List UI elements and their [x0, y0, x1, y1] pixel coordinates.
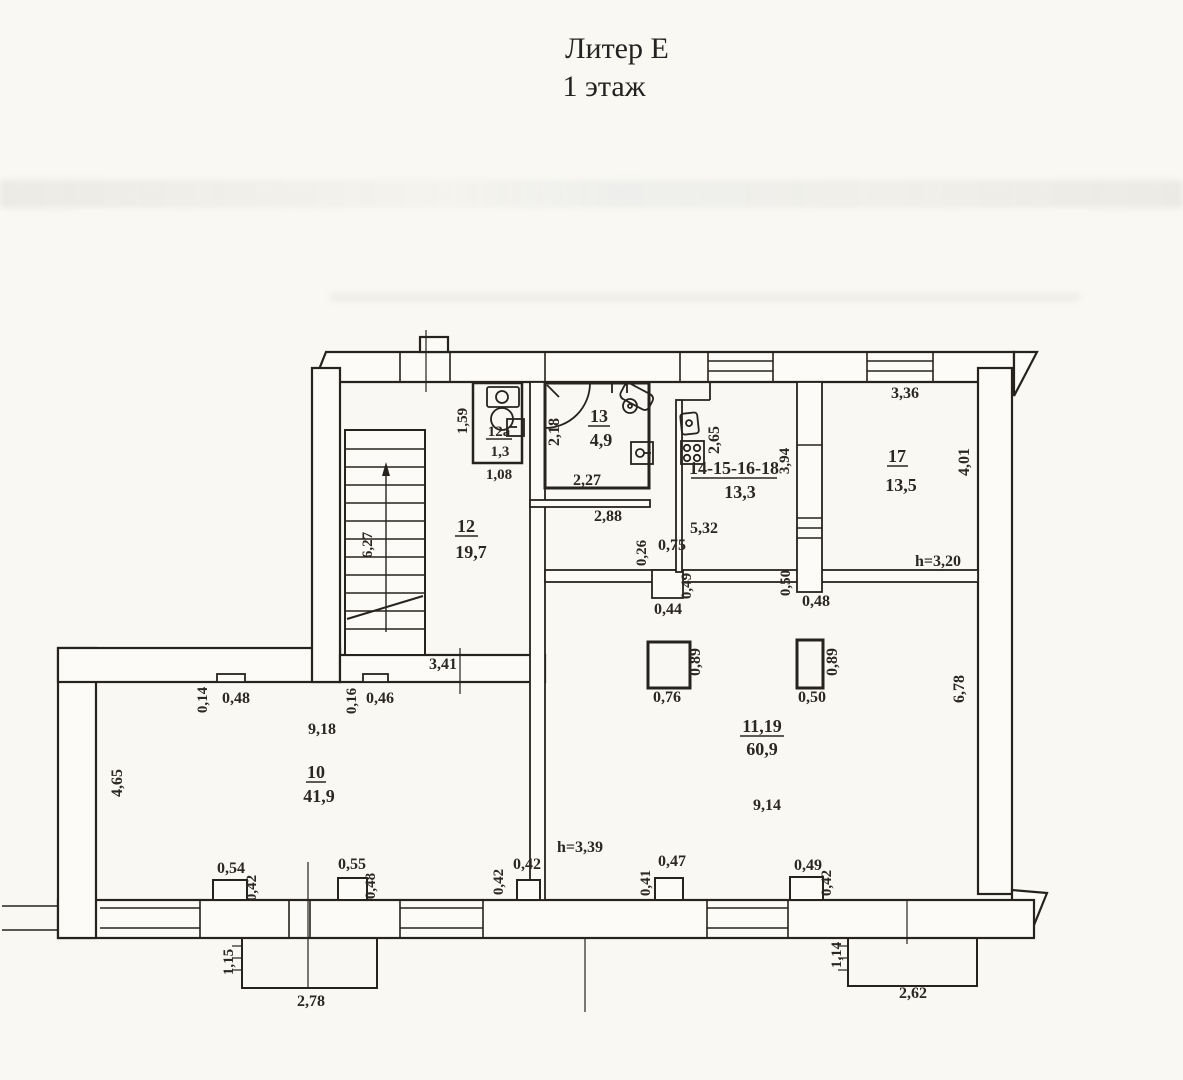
dim-r10-left: 4,65	[109, 769, 126, 797]
stair-well	[345, 430, 425, 655]
dim-notch1-depth: 0,14	[195, 686, 211, 714]
dim-pil2-top: 0,55	[338, 856, 366, 873]
room-10-area: 41,9	[303, 786, 335, 806]
dim-r13-bottom: 2,27	[573, 472, 601, 489]
room-12-number: 12	[457, 516, 475, 536]
dim-hall-width: 9,14	[753, 797, 781, 814]
room-17-number: 17	[888, 446, 906, 466]
pilaster-4	[655, 878, 683, 900]
title-building: Литер Е	[565, 32, 669, 65]
dim-h320: h=3,20	[914, 553, 962, 570]
room-12-area: 19,7	[455, 542, 487, 562]
dim-r12-bottom: 3,41	[429, 656, 457, 673]
dim-col2-bottom: 0,50	[798, 689, 826, 706]
dim-pil4-side: 0,41	[638, 869, 654, 897]
dim-r14-left: 2,65	[706, 426, 723, 454]
dim-porch-right-depth: 1,14	[829, 941, 845, 969]
room-13-number: 13	[590, 406, 608, 426]
room-14-number: 14-15-16-18	[689, 458, 779, 478]
wall-bottom	[58, 900, 1034, 938]
pilasters	[213, 874, 823, 902]
pilaster-3	[517, 880, 540, 900]
wall-r12-r11	[530, 382, 545, 900]
dim-pillar1-top: 0,75	[658, 537, 686, 554]
porch-left	[242, 938, 377, 988]
dim-r17-top: 3,36	[891, 385, 919, 402]
dim-pil3-top: 0,42	[513, 856, 541, 873]
wall-left	[58, 648, 96, 938]
wall-top	[314, 352, 1014, 382]
interior-wall-details	[612, 382, 710, 400]
wall-r14-r17	[797, 382, 822, 592]
room-13-area: 4,9	[589, 430, 613, 450]
room-10-number: 10	[307, 762, 325, 782]
dim-h339: h=3,39	[556, 839, 604, 856]
dim-notch1-width: 0,48	[222, 690, 250, 707]
dim-pil2-side: 0,48	[363, 872, 379, 900]
wall-stairwing-left	[312, 368, 340, 682]
dim-pil5-top: 0,49	[794, 857, 822, 874]
dim-pillar2-left: 0,50	[778, 569, 794, 597]
dim-pil5-side: 0,42	[819, 869, 835, 897]
dim-porch-left-width: 2,78	[297, 993, 325, 1010]
dim-pillar2-bottom: 0,48	[802, 593, 830, 610]
staircase	[345, 430, 425, 655]
dim-pil4-top: 0,47	[658, 853, 686, 870]
wall-lobby	[530, 500, 650, 507]
windows	[2, 352, 933, 938]
wall-dividing	[545, 570, 978, 582]
dim-pillar1-right: 0,49	[679, 572, 695, 600]
dim-r17-right: 4,01	[956, 448, 973, 476]
dim-hall-right: 6,78	[951, 675, 968, 703]
dim-lobby-width: 2,88	[594, 508, 622, 525]
dim-pil1-top: 0,54	[217, 860, 245, 877]
dim-porch-left-depth: 1,15	[221, 948, 237, 976]
pilaster-1	[213, 880, 247, 900]
dim-pillar1-bottom: 0,44	[654, 601, 682, 618]
chimney-stub	[420, 337, 448, 352]
title-floor: 1 этаж	[562, 70, 646, 103]
dim-col2-side: 0,89	[824, 648, 841, 676]
dim-notch2-width: 0,46	[366, 690, 394, 707]
wall-leftwing-north	[58, 648, 340, 682]
dim-r10-top: 9,18	[308, 721, 336, 738]
room-12a-number: 12а	[487, 424, 511, 440]
column-1	[648, 642, 690, 688]
dim-r14-right: 3,94	[777, 447, 793, 475]
room-12a-area: 1,3	[490, 444, 510, 460]
room-14-area: 13,3	[724, 482, 756, 502]
dim-pillar1-left: 0,26	[634, 539, 650, 567]
dim-r13-left: 2,18	[546, 418, 563, 446]
dim-wc-width: 1,59	[455, 407, 471, 435]
wall-top-right-slant	[1014, 352, 1037, 396]
dim-hall-top: 5,32	[690, 520, 718, 537]
column-2	[797, 640, 823, 688]
dim-col1-bottom: 0,76	[653, 689, 681, 706]
sink-drain-dot-r13	[628, 404, 632, 408]
plan-title	[563, 32, 669, 103]
notch-stairwing	[363, 674, 388, 682]
wall-right	[978, 368, 1012, 894]
room-11-19-area: 60,9	[746, 739, 778, 759]
dim-wc-bottom: 1,08	[485, 467, 513, 483]
dim-pil3-side: 0,42	[491, 868, 507, 896]
dim-stairs-height: 6,27	[360, 531, 376, 559]
dim-col1-side: 0,89	[687, 648, 704, 676]
dim-pil1-side: 0,42	[244, 874, 260, 902]
room-11-19-number: 11,19	[742, 716, 782, 736]
dim-porch-right-width: 2,62	[899, 985, 927, 1002]
porch-right	[848, 938, 977, 986]
notch-leftwing	[217, 674, 245, 682]
dim-notch2-depth: 0,16	[344, 687, 360, 715]
room-17-area: 13,5	[885, 475, 917, 495]
